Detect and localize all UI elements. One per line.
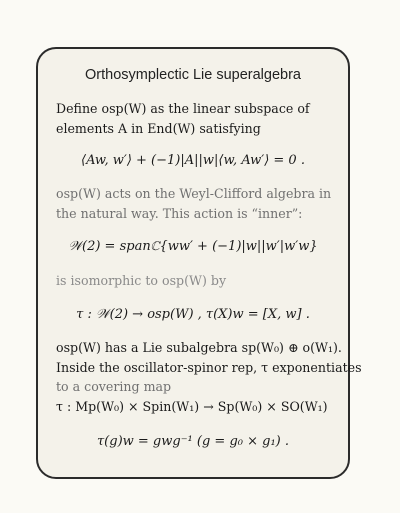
subalgebra-line-2: Inside the oscillator-spinor rep, τ exponentiates — [56, 360, 362, 375]
action-line-2: the natural way. This action is “inner”: — [56, 206, 303, 221]
subalgebra-line-1: osp(W) has a Lie subalgebra sp(W₀) ⊕ o(W₁). — [56, 340, 342, 355]
supersymmetry-condition-equation: ⟨Aw, w′⟩ + (−1)|A||w|⟨w, Aw′⟩ = 0 . — [81, 153, 305, 168]
tau-map-equation: τ : 𝒲(2) → osp(W) , τ(X)w = [X, w] . — [76, 307, 310, 322]
action-line-1: osp(W) acts on the Weyl-Clifford algebra in — [56, 186, 332, 201]
definition-line-1: Define osp(W) as the linear subspace of — [56, 101, 310, 116]
subalgebra-line-3: to a covering map — [56, 379, 172, 394]
slide-card — [36, 47, 362, 479]
isomorphism-line: is isomorphic to osp(W) by — [56, 273, 227, 288]
weyl-clifford-span-equation: 𝒲(2) = spanℂ{ww′ + (−1)|w||w′|w′w} — [68, 239, 318, 254]
conjugation-action-equation: τ(g)w = gwg⁻¹ (g = g₀ × g₁) . — [96, 434, 290, 449]
slide-title: Orthosymplectic Lie superalgebra — [85, 67, 301, 83]
definition-line-2: elements A in End(W) satisfying — [56, 121, 261, 136]
covering-map-line: τ : Mp(W₀) × Spin(W₁) → Sp(W₀) × SO(W₁) — [56, 399, 328, 414]
